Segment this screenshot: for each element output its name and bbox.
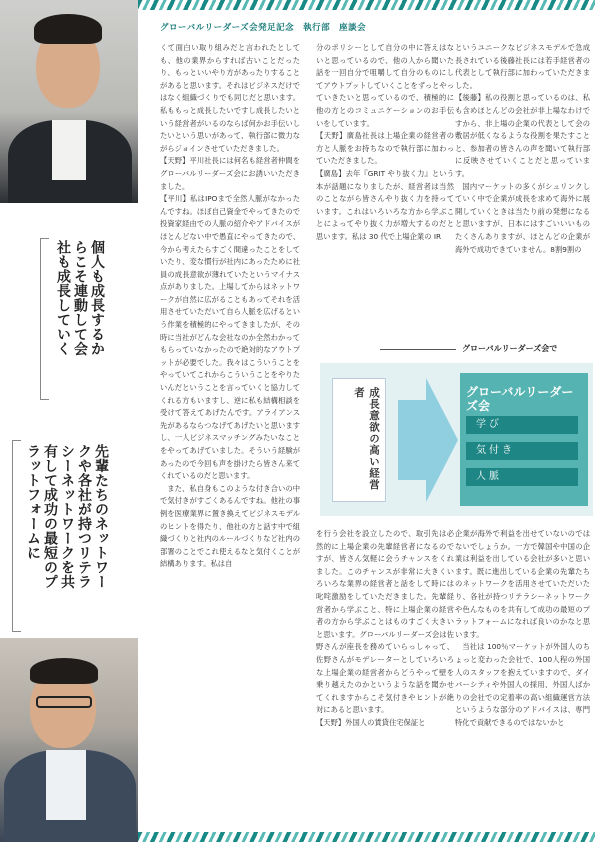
- paragraph: 【平川】私はIPOまで全然人脈がなかったんですね。ほぼ自己資金でやってきたので投資家経由での人脈の紹介やアドバイスがほとんどない中で愚直にやってきたので、今から考えたらすごく間違ったことをしていたり、変な慣行が社内にあったために社員の成長意欲が薄れていたというマイナス点がありました。上場してからはネットワークが自然に広がることもあってそれを活用させていただいて自ら人脈を広げるという作業を積極的にやってきましたが、その時に当社がどんな会社なのか全然わかってもらっていなかったので絶対的なアウトプットが必要でした。我々はこういうことをやっていてこれからこういうことをやりたいんだということを言っていくと協力してくれる方もいますし、逆に私も結構相談を受けて答えてあげたんです。アライアンス先があるならつなげてあげたいと思いますし、一人ビジネスマッチングみたいなことをやってあげていました。そういう経験があったので今回も声を掛けたら皆さん来てくれているのだと思います。: [160, 194, 300, 481]
- pull-quote-bottom-bracket: [12, 440, 21, 632]
- text-column-2: [316, 42, 454, 332]
- diagram-item: 人脈: [466, 468, 578, 486]
- diagram-right-title: グローバルリーダーズ会: [466, 385, 574, 413]
- diagram-item: 学び: [466, 416, 578, 434]
- paragraph: また、私自身もこのような付き合いの中で気付きがすごくあるんですね。他社の事例を医療業界に置き換えてビジネスモデルのヒントを得たり、他社の方と話す中で組織づくりと社内のルールづくりなど社内の部署のことでこれ使えるなと気付くことが結構あります。私は自: [160, 483, 300, 569]
- diagram: [320, 338, 593, 516]
- pull-quote-top: 個人も成長するからこそ連動して会社も成長していく: [55, 240, 105, 356]
- paragraph: 【廣島】去年『GRIT やり抜く力』という本が話題になりましたが、経営者は当然のことながら皆さんやり抜く力を持っています。これはいろいろな方から学ぶことによってやり抜く力が増大するのだと思います。私は 30 代で上場企業の IR: [316, 168, 454, 241]
- paragraph: を行う会社を設立したので、取引先は必然的に上場企業の先輩経営者になるのですが、皆さん気軽に会うチャンスをくれました。このチャンスが非常に大きくいろいろな業界の経営者と話をして時には叱咤激励をしていただきました。先輩経営者から学ぶこと、特に上場企業の経営者の方から学ぶことはものすごく大きいと思います。グローバルリーダーズ会は佐野さんが座長を務めていらっしゃって、佐野さんがモデレーターとしていろいろな上場企業の経営者からどうやって壁を乗り越えたのかというような話を聞かせてくれますからこそ気付きやヒントが絶対にあると思います。: [316, 529, 454, 715]
- diagram-title-rule: [380, 349, 456, 350]
- paragraph: 国内マーケットの多くがシュリンクしていく中で企業が成長を求めて海外に展開していくときは当たり前の発想になると思いますが、日本にはすごいいいものたくさんありますが、ほとんどの企業が海外で成功できていません。8割9割の: [455, 181, 590, 254]
- right-arrow-icon: [398, 378, 458, 502]
- paragraph: 当社は 100％マーケットが外国人のちょっと変わった会社で、100人程の外国人のスタッフを抱えていますので、ダイバーシティや外国人の採用、外国人ばかりの会社での定着率の高い組織運営方法というような部分のアドバイスは、専門特化で貢献できるのではないかと: [455, 642, 590, 727]
- paragraph: というユニークなビジネスモデルで急成長されている後藤社長には若手経営者の代表として執行部に加わっていただきました。: [455, 43, 590, 90]
- text-column-5: [455, 528, 590, 830]
- paragraph: 【天野】平川社長には何名も経営者仲間をグローバルリーダーズ会にお誘いいただきました。: [160, 156, 300, 191]
- portrait-photo-bottom: [0, 638, 138, 842]
- diagram-item: 気付き: [466, 442, 578, 460]
- diagram-title: グローバルリーダーズ会で: [462, 344, 558, 353]
- section-header: グローバルリーダーズ会発足記念 執行部 座談会: [160, 23, 367, 33]
- pull-quote-top-bracket: [40, 238, 49, 400]
- diagram-left-label: 成長意欲の高い経営者: [332, 378, 386, 502]
- pull-quote-bottom: 先輩たちのネットワークや各社が持つリテラシーネットワークを共有して成功の最短のプラットフォームに: [25, 444, 109, 589]
- paragraph: 【後藤】私の役割と思っているのは、私も含めほとんどの会社が非上場なわけですから、非上場の企業の代表として会の敷居が低くなるような役割を果たすことと、参加者の皆さんの声を聞いて執行部に反映させていくことだと思っています。: [455, 93, 590, 178]
- portrait-photo-top: [0, 0, 138, 203]
- text-column-3: [455, 42, 590, 332]
- bottom-stripe-band: [138, 832, 595, 842]
- text-column-1: [160, 42, 300, 830]
- text-column-4: [316, 528, 454, 830]
- paragraph: 分のポリシーとして自分の中に答えはないと思っているので、他の人から聞いた話を一回自分で咀嚼して自分のものにしてアウトプットしていくことをずっとやっていきたいと思っているので、積極的に他の方とのコミュニケーションのお手伝いをしています。: [316, 43, 454, 128]
- paragraph: 【天野】外国人の賃貸住宅保証と: [316, 717, 426, 727]
- paragraph: 【天野】廣島社長は上場企業の経営者の方と人脈をお持ちなので執行部に加わっていただきました。: [316, 131, 454, 166]
- paragraph: くて面白い取り組みだと言われたとしても、他の業界からすれば古いことだったり、もっといいやり方があったりすることがあると思います。それはビジネスだけではなく組織づくりでも同じだと思います。私ももっと成長したいですし成長したいという経営者がいるのならば何かお手伝いしたいという思いがあって、執行部に微力ながらジョインさせていただきました。: [160, 43, 300, 153]
- top-stripe-band: [138, 0, 595, 10]
- paragraph: 企業が海外で利益を出せていないのではないでしょうか。一方で韓国や中国の企業は利益を出している会社が多いと思います。既に進出している企業の先輩たちのネットワークを活用させていただいたり、各社が持つリテラシーネットワークや色んなものを共有して成功の最短のプラットフォームになれば良いのかなと思います。: [455, 529, 590, 639]
